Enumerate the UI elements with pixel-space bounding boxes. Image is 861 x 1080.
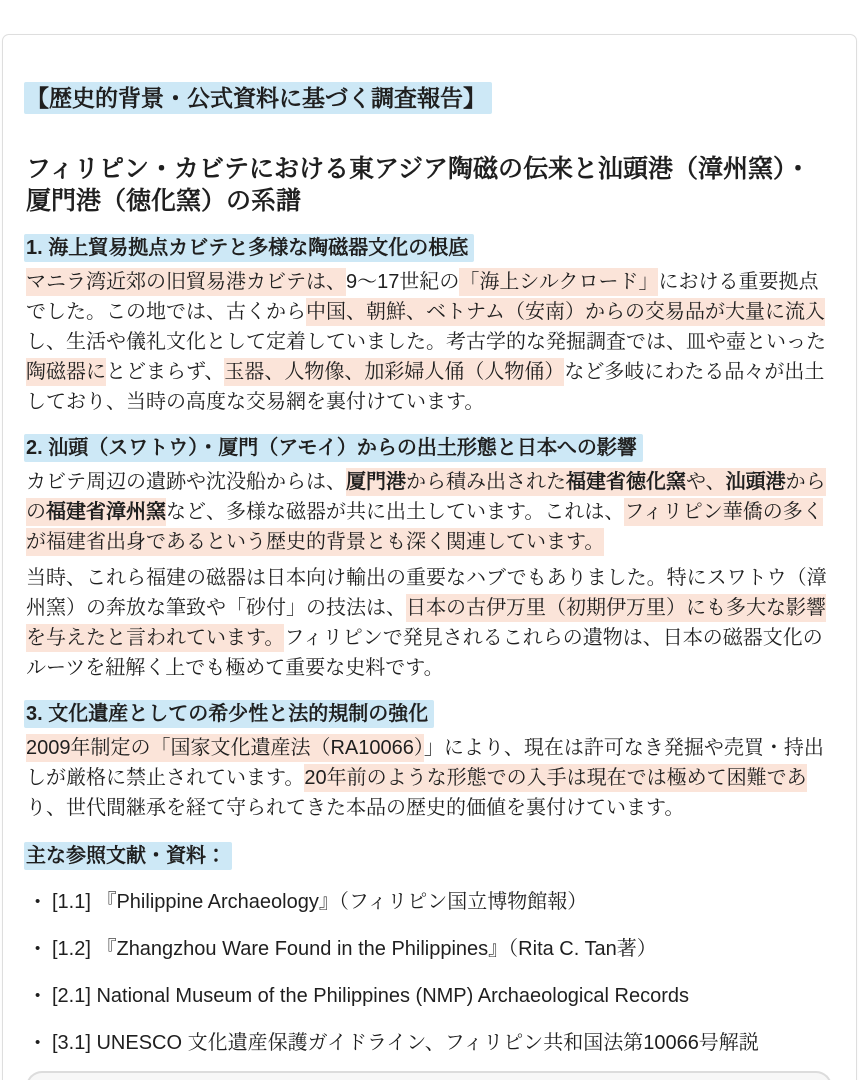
text-segment: 9〜17世紀の [346, 271, 460, 293]
highlighted-text: 陶磁器に [26, 358, 106, 386]
highlighted-text: 厦門港 [346, 468, 406, 496]
text-segment: り、世代間継承を経て守られてきた本品の歴史的価値を裏付けています。 [26, 797, 685, 819]
reference-text: [1.1] 『Philippine Archaeology』（フィリピン国立博物館報） [52, 891, 588, 913]
reference-item [26, 934, 827, 964]
section-heading [26, 699, 827, 729]
highlighted-text: 2009年制定の「国家文化遺産法（RA10066） [26, 734, 424, 762]
bullet-icon: • [35, 940, 41, 957]
collapsed-card-top [26, 1071, 832, 1080]
highlighted-text: 中国、朝鮮、ベトナム（安南）からの交易品が大量に流入 [306, 298, 825, 326]
reference-item [26, 981, 827, 1011]
text-segment: 」により、現在は許可なき発掘や売買・持出しが厳格に禁止されています。 [26, 737, 824, 789]
report-badge: 【歴史的背景・公式資料に基づく調査報告】 [24, 82, 492, 114]
highlighted-text: 福建省漳州窯 [46, 498, 166, 526]
highlighted-text: フィリピン華僑の多くが福建省出身であるという歴史的背景とも深く関連しています。 [26, 498, 823, 556]
highlighted-text: マニラ湾近郊の旧貿易港カビテは、 [26, 268, 346, 296]
text-segment: など多岐にわたる品々が出土しており、当時の高度な交易網を裏付けています。 [26, 361, 825, 413]
report-title: フィリピン・カビテにおける東アジア陶磁の伝来と汕頭港（漳州窯）・厦門港（徳化窯）の系譜 [26, 155, 811, 215]
paragraph [26, 563, 827, 683]
references-list [26, 887, 827, 1058]
reference-text: [2.1] National Museum of the Philippines (NMP) Archaeological Records [52, 985, 689, 1007]
section-heading-text: 2. 汕頭（スワトウ）・厦門（アモイ）からの出土形態と日本への影響 [24, 434, 643, 462]
bullet-icon: • [35, 1034, 41, 1051]
highlighted-text: からの [26, 468, 826, 526]
paragraph [26, 467, 827, 557]
highlighted-text: 福建省徳化窯 [566, 468, 686, 496]
text-segment: フィリピンで発見されるこれらの遺物は、日本の磁器文化のルーツを紐解く上でも極めて重要な史料です。 [26, 627, 823, 679]
section-heading-text: 1. 海上貿易拠点カビテと多様な陶磁器文化の根底 [24, 234, 474, 262]
reference-text: [3.1] UNESCO 文化遺産保護ガイドライン、フィリピン共和国法第10066号解説 [52, 1032, 759, 1054]
highlighted-text: 玉器、人物像、加彩婦人俑（人物俑） [224, 358, 564, 386]
highlighted-text: から積み出された [406, 468, 566, 496]
text-segment: とどまらず、 [106, 361, 225, 383]
references-heading: 主な参照文献・資料： [24, 842, 232, 870]
report-card [2, 34, 857, 1080]
highlighted-text: 「海上シルクロード」 [459, 268, 658, 296]
bullet-icon: • [35, 893, 41, 910]
text-segment: における重要拠点でした。この地では、古くから [26, 271, 819, 323]
paragraph [26, 267, 827, 417]
badge-line [26, 81, 827, 115]
section-heading [26, 233, 827, 263]
section-heading [26, 433, 827, 463]
highlighted-text: や、 [686, 468, 726, 496]
bullet-icon: • [35, 987, 41, 1004]
references-heading-line [26, 841, 827, 871]
text-segment: など、多様な磁器が共に出土しています。これは、 [166, 501, 625, 523]
section-heading-text: 3. 文化遺産としての希少性と法的規制の強化 [24, 700, 434, 728]
highlighted-text: 20年前のような形態での入手は現在では極めて困難であ [304, 764, 806, 792]
reference-item [26, 887, 827, 917]
highlighted-text: 日本の古伊万里（初期伊万里）にも多大な影響を与えたと言われています。 [26, 594, 826, 652]
highlighted-text: 汕頭港 [726, 468, 786, 496]
report-content [3, 35, 827, 1058]
report-sections [26, 233, 827, 823]
reference-text: [1.2] 『Zhangzhou Ware Found in the Philippines』（Rita C. Tan著） [52, 938, 657, 960]
text-segment: し、生活や儀礼文化として定着していました。考古学的な発掘調査では、皿や壺といった [26, 331, 826, 353]
reference-item [26, 1028, 827, 1058]
text-segment: カビテ周辺の遺跡や沈没船からは、 [26, 471, 346, 493]
paragraph [26, 733, 827, 823]
text-segment: 当時、これら福建の磁器は日本向け輸出の重要なハブでもありました。特にスワトウ（漳州窯）の奔放な筆致や「砂付」の技法は、 [26, 567, 827, 619]
